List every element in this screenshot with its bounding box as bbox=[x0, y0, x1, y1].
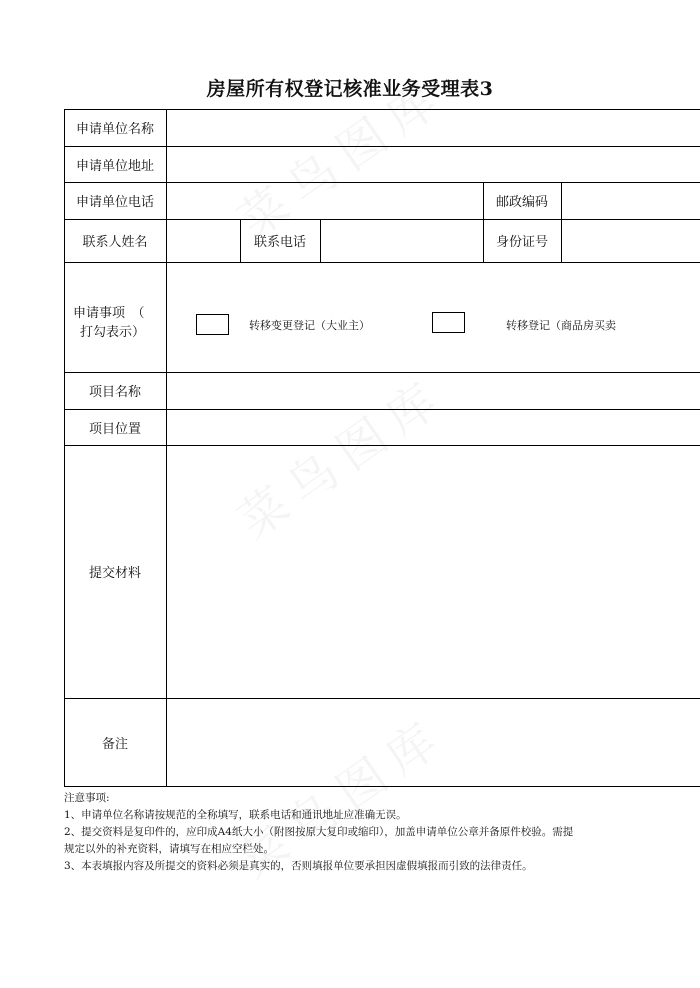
registration-form-table bbox=[64, 109, 700, 787]
submitted-materials-field[interactable] bbox=[167, 446, 700, 698]
remarks-field[interactable] bbox=[167, 699, 700, 786]
label-remarks: 备注 bbox=[101, 736, 128, 752]
label-contact-phone: 联系电话 bbox=[253, 235, 306, 250]
note-item: 1、申请单位名称请按规范的全称填写，联系电话和通讯地址应准确无误。 bbox=[64, 809, 407, 821]
applicant-address-field[interactable] bbox=[167, 147, 700, 182]
notes-heading: 注意事项: bbox=[64, 792, 110, 804]
label-contact-name: 联系人姓名 bbox=[82, 235, 148, 250]
label-postal-code: 邮政编码 bbox=[495, 195, 548, 210]
label-applicant-name: 申请单位名称 bbox=[75, 122, 154, 137]
project-location-field[interactable] bbox=[167, 410, 700, 445]
label-project-location: 项目位置 bbox=[88, 421, 141, 437]
contact-name-field[interactable] bbox=[167, 220, 240, 262]
id-number-field[interactable] bbox=[562, 220, 700, 262]
option-transfer-change-label: 转移变更登记（大业主） bbox=[249, 318, 370, 332]
page-title: 房屋所有权登记核准业务受理表3 bbox=[206, 78, 494, 100]
note-item: 2、提交资料是复印件的，应印成A4纸大小（附图按原大复印或缩印），加盖申请单位公章并备原件校验。需提 bbox=[64, 826, 574, 838]
project-name-field[interactable] bbox=[167, 373, 700, 409]
option-transfer-registration-label: 转移登记（商品房买卖 bbox=[506, 318, 616, 332]
label-applicant-phone: 申请单位电话 bbox=[75, 195, 154, 210]
contact-phone-field[interactable] bbox=[321, 220, 483, 262]
note-item: 3、本表填报内容及所提交的资料必须是真实的，否则填报单位要承担因虚假填报而引致的法律责任。 bbox=[64, 860, 533, 872]
postal-code-field[interactable] bbox=[562, 183, 700, 219]
notes-section bbox=[64, 790, 664, 875]
label-project-name: 项目名称 bbox=[88, 385, 141, 400]
label-applicant-address: 申请单位地址 bbox=[75, 158, 154, 174]
note-item: 规定以外的补充资料，请填写在相应空栏处。 bbox=[64, 843, 274, 855]
checkbox-transfer-registration[interactable] bbox=[432, 312, 465, 333]
label-submitted-materials: 提交材料 bbox=[88, 566, 141, 581]
label-id-number: 身份证号 bbox=[495, 235, 548, 250]
checkbox-transfer-change[interactable] bbox=[196, 314, 229, 335]
applicant-phone-field[interactable] bbox=[167, 183, 483, 219]
applicant-name-field[interactable] bbox=[167, 110, 700, 146]
label-application-item: 申请事项 （ 打勾表示） bbox=[73, 306, 146, 340]
